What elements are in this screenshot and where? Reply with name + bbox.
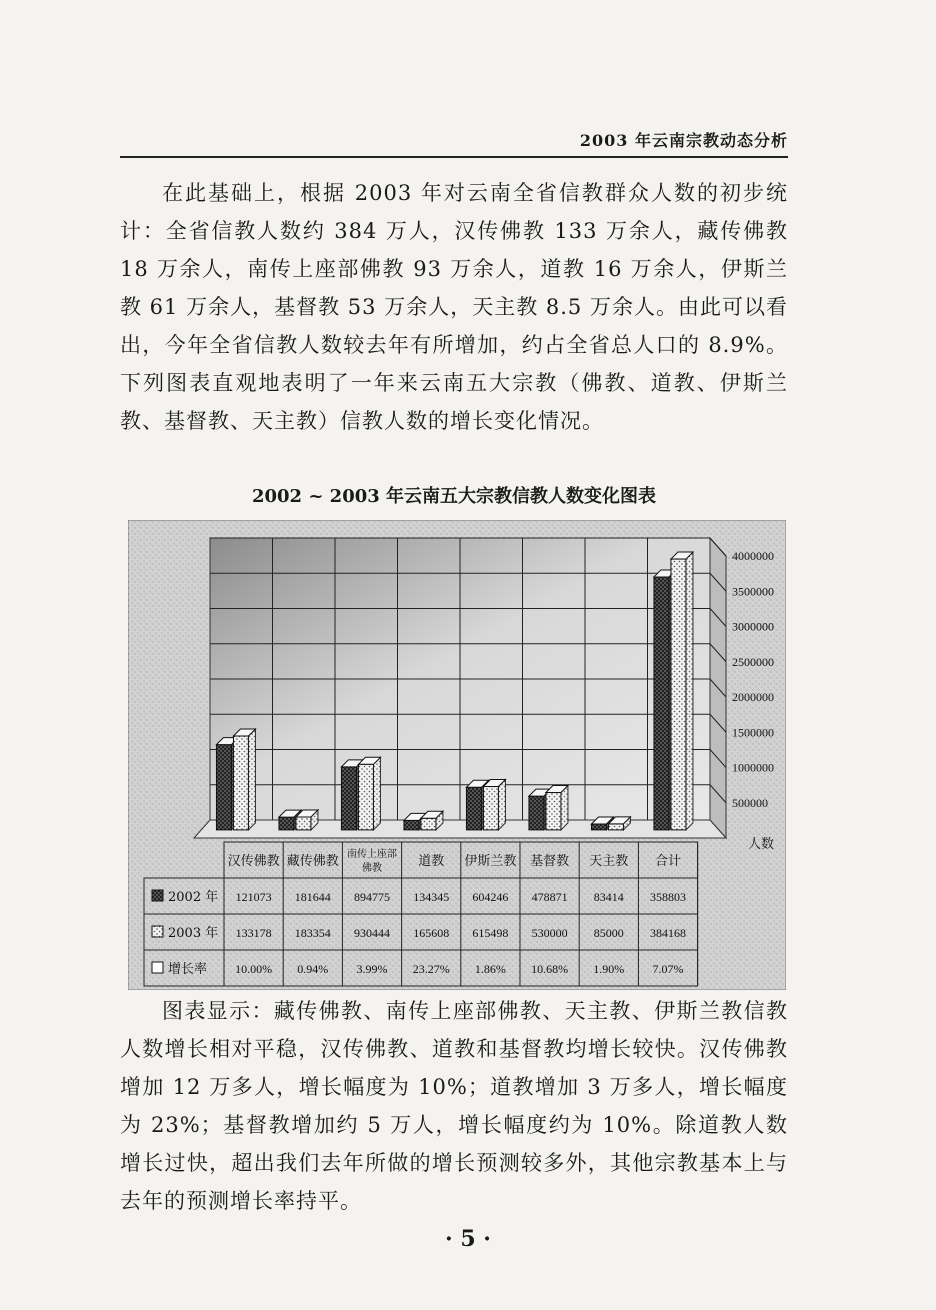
bar-2003-front <box>671 559 686 830</box>
data-label: 165608 <box>413 926 450 940</box>
category-label: 基督教 <box>530 854 570 869</box>
paragraph-analysis: 图表显示：藏传佛教、南传上座部佛教、天主教、伊斯兰教信教人数增长相对平稳，汉传佛教、道教和基督教均增长较快。汉传佛教增加 12 万多人，增长幅度为 10%；道教增加 3 万多人，增长幅度为 23%；基督教增加约 5 万人，增长幅度约为 10%。除道教人数增长过快，超出我们去年所做的增长预测较多外，其他宗教基本上与去年的预测增长率持平。 <box>120 999 788 1213</box>
data-label: 10.00% <box>235 962 273 976</box>
y-axis-label: 人数 <box>748 837 775 852</box>
data-label: 478871 <box>531 890 568 904</box>
legend-series-name: 2003 年 <box>168 926 219 941</box>
bar-2003-front <box>608 824 623 830</box>
bar-2002-front <box>466 787 481 830</box>
bar-2002-front <box>216 745 231 830</box>
chart-svg <box>128 520 786 990</box>
bar-2002-front <box>591 824 606 830</box>
bar-2003 <box>358 757 380 830</box>
data-label: 7.07% <box>652 962 684 976</box>
header-rule <box>120 156 788 158</box>
y-tick-label: 1000000 <box>732 760 774 775</box>
bar-2003-front <box>483 787 498 830</box>
data-label: 85000 <box>593 926 624 940</box>
bar-2003 <box>233 729 255 830</box>
data-label: 384168 <box>650 926 686 940</box>
bar-2003-front <box>233 736 248 830</box>
data-label: 604246 <box>472 890 509 904</box>
data-label: 23.27% <box>412 962 450 976</box>
page-number: · 5 · <box>445 1226 491 1252</box>
bar-2002-front <box>529 796 544 830</box>
bar-2003-front <box>358 764 373 830</box>
bar-2002-front <box>279 817 294 830</box>
bar-2003-front <box>421 818 436 830</box>
bar-2003 <box>546 786 568 830</box>
data-label: 358803 <box>650 890 686 904</box>
y-tick-label: 2000000 <box>732 690 774 704</box>
paragraph-intro: 在此基础上，根据 2003 年对云南全省信教群众人数的初步统计：全省信教人数约 384 万人，汉传佛教 133 万余人，藏传佛教 18 万余人，南传上座部佛教 93 万余人，道教 16 万余人，伊斯兰教 61 万余人，基督教 53 万余人，天主教 8.5 万余人。由此可以看出，今年全省信教人数较去年有所增加，约占全省总人口的 8.9%。下列图表直观地表明了一年来云南五大宗教（佛教、道教、伊斯兰教、基督教、天主教）信教人数的增长变化情况。 <box>120 181 788 433</box>
legend-swatch <box>152 926 163 937</box>
bar-2003-side <box>248 729 255 830</box>
data-label: 10.68% <box>531 962 569 976</box>
bar-2002-front <box>404 820 419 829</box>
category-label: 合计 <box>654 854 682 869</box>
category-label: 佛教 <box>362 863 382 874</box>
chart-title: 2002 ~ 2003 年云南五大宗教信教人数变化图表 <box>251 486 657 507</box>
bar-2003 <box>483 780 505 830</box>
legend-series-name: 2002 年 <box>168 890 219 905</box>
data-label: 181644 <box>294 890 331 904</box>
data-label: 133178 <box>235 926 272 940</box>
y-tick-label: 1500000 <box>732 725 774 740</box>
bar-2002-front <box>341 767 356 830</box>
y-tick-label: 3500000 <box>732 584 774 599</box>
data-label: 530000 <box>531 926 568 940</box>
data-label: 615498 <box>472 926 509 940</box>
category-label: 道教 <box>418 854 445 869</box>
y-tick-label: 3000000 <box>732 619 774 634</box>
data-label: 121073 <box>235 890 272 904</box>
bar-2002-front <box>654 577 669 830</box>
bar-2003-front <box>546 793 561 830</box>
data-label: 894775 <box>354 890 390 904</box>
chart <box>128 520 786 990</box>
category-label: 天主教 <box>589 854 629 869</box>
y-tick-label: 4000000 <box>732 549 774 563</box>
data-label: 134345 <box>413 890 450 904</box>
data-label: 3.99% <box>356 962 388 976</box>
data-label: 0.94% <box>297 962 329 976</box>
chart-floor <box>194 820 726 838</box>
bar-2003-side <box>498 780 505 830</box>
y-tick-label: 2500000 <box>732 654 774 669</box>
data-label: 1.90% <box>593 962 625 976</box>
legend-swatch <box>152 962 163 973</box>
legend-swatch <box>152 890 163 901</box>
bar-2003 <box>671 552 693 830</box>
category-label: 藏传佛教 <box>286 854 339 869</box>
category-label: 南传上座部 <box>347 849 397 860</box>
category-label: 伊斯兰教 <box>464 854 517 869</box>
data-label: 930444 <box>354 926 390 940</box>
category-label: 汉传佛教 <box>227 854 280 869</box>
data-label: 1.86% <box>474 962 506 976</box>
bar-2003-front <box>296 817 311 830</box>
bar-2003-side <box>373 757 380 830</box>
data-label: 83414 <box>593 890 624 904</box>
data-label: 183354 <box>294 926 331 940</box>
y-tick-label: 500000 <box>732 795 768 810</box>
legend-series-name: 增长率 <box>168 962 208 977</box>
bar-2003-side <box>686 552 693 830</box>
running-header: 2003 年云南宗教动态分析 <box>579 131 788 150</box>
